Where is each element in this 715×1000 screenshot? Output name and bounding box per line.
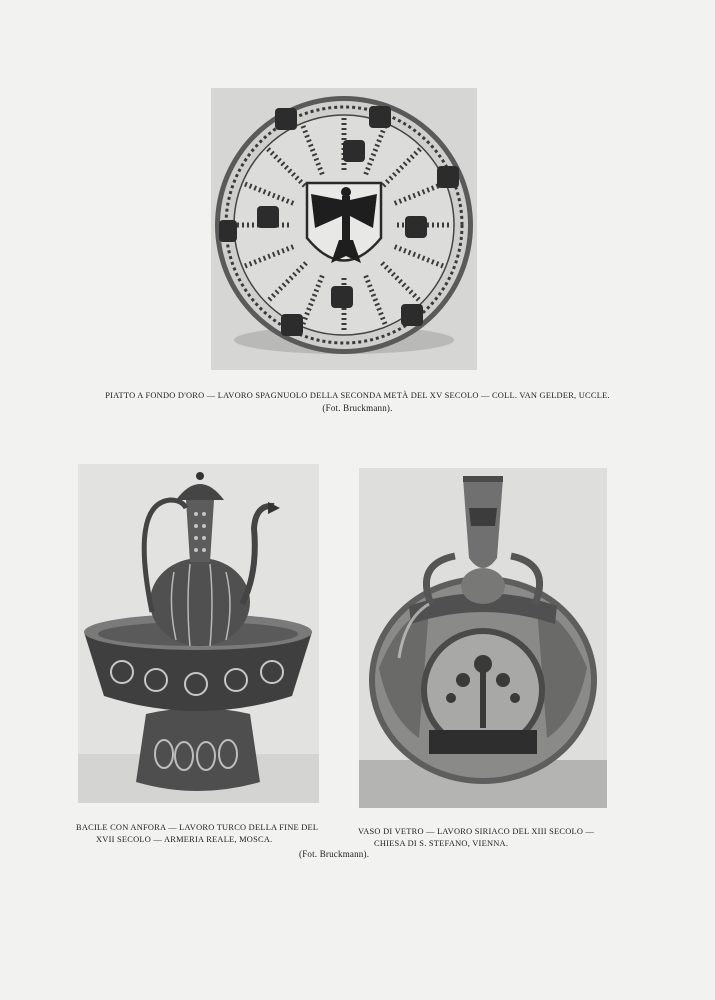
basin-ewer-illustration [78, 464, 319, 803]
shared-photo-credit: (Fot. Bruckmann). [299, 849, 370, 859]
dish-illustration [211, 88, 477, 370]
basin-ewer-caption-line-2: XVII SECOLO — ARMERIA REALE, MOSCA. [96, 835, 273, 844]
glass-flask-photograph [359, 468, 607, 808]
glass-flask-caption [358, 826, 618, 850]
basin-ewer-caption-line-1: BACILE CON ANFORA — LAVORO TURCO DELLA FINE DEL [76, 823, 319, 832]
dish-photograph [211, 88, 477, 370]
dish-caption [60, 390, 655, 414]
glass-flask-caption-line-2: CHIESA DI S. STEFANO, VIENNA. [374, 839, 509, 848]
glass-flask-caption-line-1: VASO DI VETRO — LAVORO SIRIACO DEL XIII SECOLO — [358, 827, 595, 836]
dish-caption-credit: (Fot. Bruckmann). [322, 403, 393, 413]
basin-ewer-caption [76, 822, 336, 846]
dish-caption-line-1: PIATTO A FONDO D'ORO — LAVORO SPAGNUOLO DELLA SECONDA METÀ DEL XV SECOLO — COLL. VAN GELDER, UCCLE. [105, 391, 610, 400]
basin-ewer-photograph [78, 464, 319, 803]
glass-flask-illustration [359, 468, 607, 808]
